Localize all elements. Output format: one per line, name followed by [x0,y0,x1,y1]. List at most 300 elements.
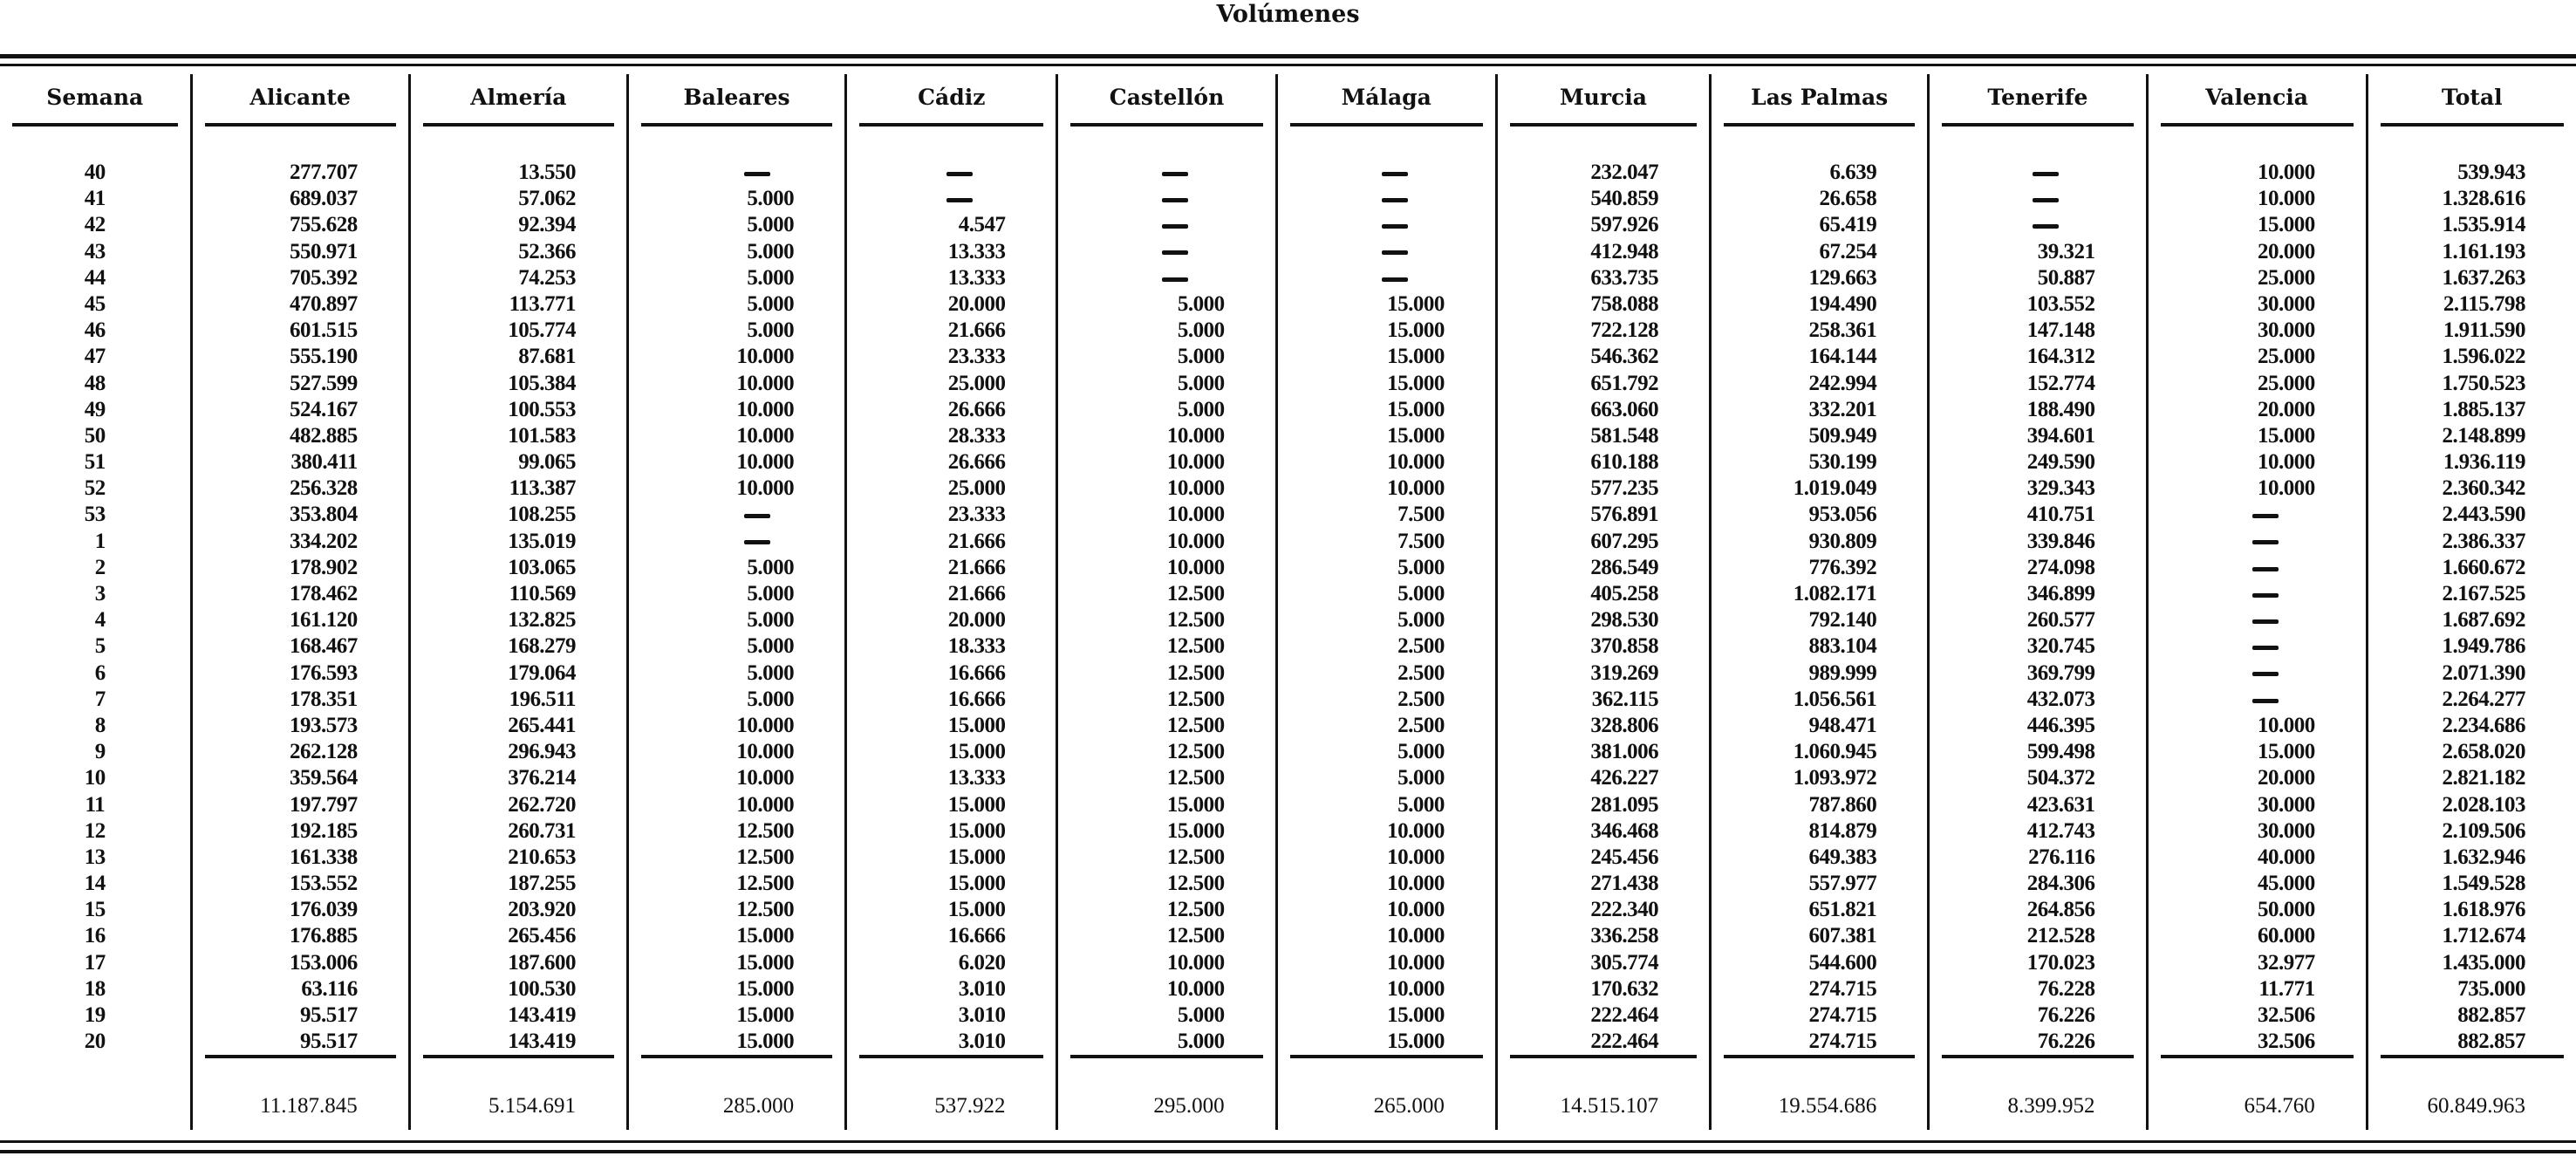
table-cell: 25.000 [947,476,1006,501]
table-cell: 2.234.686 [2442,713,2525,737]
table-cell: 353.804 [290,503,358,527]
table-cell: 147.148 [2026,318,2095,343]
table-cell [2149,555,2366,581]
column-cells [1058,160,1274,1055]
column-header: Semana [46,85,144,110]
table-cell: 10.000 [1387,898,1445,922]
table-cell: 13.333 [947,766,1006,790]
table-cell: 188.490 [2026,397,2095,421]
table-cell: 6.020 [958,950,1006,975]
table-cell: 5.000 [747,187,795,211]
table-cell: 3 [94,582,106,605]
table-cell: 210.653 [508,845,576,869]
table-cell: 649.383 [1808,845,1877,869]
table-cell: 51 [84,450,106,475]
total-rule [641,1055,832,1058]
dash-mark [1382,198,1408,202]
table-cell: 20.000 [2257,397,2315,421]
table-cell: 5.000 [1177,371,1225,395]
table-cell: 883.104 [1808,634,1877,659]
table-cell: 10.000 [736,766,795,790]
column-cells [629,160,844,1055]
table-cell: 179.064 [508,660,576,685]
table-cell: 153.006 [290,950,358,975]
column-header: Total [2442,85,2503,110]
table-cell: 10.000 [1387,950,1445,975]
column-header: Tenerife [1987,85,2088,110]
header-underline [1724,123,1915,127]
table-cell: 99.065 [518,450,576,475]
table-cell: 15.000 [947,872,1006,896]
table-cell: 1.019.049 [1793,476,1877,501]
top-double-rule-2 [0,64,2576,66]
table-cell: 305.774 [1590,950,1659,975]
table-cell: 30.000 [2257,318,2315,343]
table-cell: 264.856 [2026,898,2095,922]
total-rule [2381,1055,2564,1058]
dash-mark [1162,172,1188,176]
table-cell: 550.971 [290,239,358,263]
table-cell: 193.573 [290,713,358,737]
table-cell: 164.312 [2026,345,2095,369]
table-cell [2149,529,2366,555]
table-cell: 1.056.561 [1793,687,1877,711]
table-cell: 10.000 [2257,161,2315,184]
table-cell: 12.500 [736,818,795,843]
table-cell: 1.093.972 [1793,766,1877,790]
table-cell: 103.065 [508,555,576,579]
table-cell: 5.000 [747,582,795,605]
table-cell: 10.000 [736,476,795,501]
table-cell: 663.060 [1590,397,1659,421]
table-cell: 105.384 [508,371,576,395]
table-cell: 260.577 [2026,608,2095,633]
table-cell: 11 [85,792,106,817]
table-cell: 20.000 [947,608,1006,633]
table-cell: 610.188 [1590,450,1659,475]
table-cell: 187.600 [508,950,576,975]
table-cell: 1.660.672 [2442,555,2525,579]
table-cell: 482.885 [290,423,358,448]
table-cell: 30.000 [2257,291,2315,316]
table-cell: 45 [84,291,106,316]
column-tenerife [1927,74,2145,1130]
header-underline [423,123,614,127]
table-cell: 381.006 [1590,740,1659,764]
table-cell: 524.167 [290,397,358,421]
dash-mark [744,514,770,518]
header-underline [12,123,178,127]
table-cell: 5.000 [1397,792,1445,817]
table-cell: 446.395 [2026,713,2095,737]
dash-mark [744,172,770,176]
table-cell: 735.000 [2457,976,2525,1001]
table-cell: 530.199 [1808,450,1877,475]
column-header: Las Palmas [1751,85,1889,110]
table-cell: 26.666 [947,397,1006,421]
table-cell: 1.161.193 [2442,239,2525,263]
column-total: 285.000 [722,1094,795,1118]
table-cell: 470.897 [290,291,358,316]
dash-mark [2252,619,2279,624]
column-semana [0,74,190,1130]
bottom-double-rule-2 [0,1150,2576,1153]
column-castellon [1056,74,1274,1130]
table-cell: 76.228 [2037,976,2095,1001]
table-cell: 2.443.590 [2442,503,2525,527]
table-cell: 135.019 [508,529,576,553]
table-cell [1058,212,1274,238]
table-cell: 23.333 [947,345,1006,369]
table-cell: 930.809 [1808,529,1877,553]
table-cell: 12.500 [1166,608,1225,633]
column-total: 537.922 [934,1094,1006,1118]
table-cell: 755.628 [290,213,358,237]
column-valencia [2146,74,2366,1130]
column-malaga [1275,74,1495,1130]
table-cell: 953.056 [1808,503,1877,527]
total-rule [859,1055,1043,1058]
table-cell [1930,160,2145,186]
table-cell: 412.743 [2026,818,2095,843]
table-cell: 1.435.000 [2442,950,2525,975]
column-cells [2149,160,2366,1055]
column-cells [847,160,1056,1055]
table-cell: 15.000 [1387,423,1445,448]
table-cell [1278,186,1495,212]
table-cell: 26.666 [947,450,1006,475]
table-cell: 12.500 [1166,845,1225,869]
table-cell: 12.500 [736,872,795,896]
table-cell: 5.000 [1177,291,1225,316]
table-cell [2149,687,2366,713]
table-cell: 633.735 [1590,265,1659,290]
table-cell: 1.949.786 [2442,634,2525,659]
table-cell: 15.000 [1166,818,1225,843]
table-cell: 10.000 [736,450,795,475]
table-cell: 132.825 [508,608,576,633]
column-murcia [1495,74,1709,1130]
table-cell: 577.235 [1590,476,1659,501]
table-cell: 40 [84,161,106,184]
table-cell: 2.821.182 [2442,766,2525,790]
table-cell: 92.394 [518,213,576,237]
table-cell: 76.226 [2037,1030,2095,1054]
table-cell: 12.500 [1166,898,1225,922]
table-cell: 5.000 [747,213,795,237]
table-cell: 53 [84,503,106,527]
table-cell: 2.115.798 [2443,291,2525,316]
table-cell: 15.000 [2257,740,2315,764]
table-cell: 5.000 [1397,582,1445,605]
table-cell: 5.000 [1397,740,1445,764]
column-header: Málaga [1341,85,1431,110]
table-cell: 21.666 [947,529,1006,553]
table-cell: 362.115 [1591,687,1659,711]
header-underline [1942,123,2133,127]
table-cell: 1.687.692 [2442,608,2525,633]
table-cell: 249.590 [2026,450,2095,475]
table-cell: 178.351 [290,687,358,711]
table-cell: 13.333 [947,265,1006,290]
table-cell: 5.000 [1397,608,1445,633]
table-cell: 10.000 [1387,450,1445,475]
table-cell: 2.109.506 [2442,818,2525,843]
dash-mark [1382,250,1408,255]
column-total: 8.399.952 [2007,1094,2095,1118]
table-cell: 5.000 [1177,397,1225,421]
table-cell: 2.167.525 [2442,582,2525,605]
table-cell: 25.000 [2257,345,2315,369]
dash-mark [1162,224,1188,229]
table-cell: 57.062 [518,187,576,211]
table-cell: 1.328.616 [2442,187,2525,211]
column-total [2366,74,2576,1130]
table-cell: 989.999 [1808,660,1877,685]
dash-mark [1382,277,1408,282]
table-cell [1278,160,1495,186]
table-cell: 423.631 [2026,792,2095,817]
table-cell [1278,212,1495,238]
table-cell: 16.666 [947,924,1006,948]
table-cell: 555.190 [290,345,358,369]
table-cell [2149,660,2366,687]
table-cell: 544.600 [1808,950,1877,975]
table-cell: 277.707 [290,161,358,184]
table-cell: 15.000 [2257,423,2315,448]
table-cell: 47 [84,345,106,369]
column-cadiz [844,74,1056,1130]
table-cell: 3.010 [958,1003,1006,1027]
table-cell: 15.000 [1387,1003,1445,1027]
table-cell: 15.000 [1387,291,1445,316]
table-cell: 576.891 [1590,503,1659,527]
table-cell: 274.715 [1808,1030,1877,1054]
table-cell: 298.530 [1590,608,1659,633]
total-rule [423,1055,614,1058]
table-cell: 10.000 [2257,713,2315,737]
table-cell: 113.771 [509,291,576,316]
table-cell: 13 [84,845,106,869]
table-cell: 320.745 [2026,634,2095,659]
table-cell: 16 [84,924,106,948]
table-cell: 2.071.390 [2442,660,2525,685]
table-cell: 9 [94,740,106,764]
column-las-palmas [1709,74,1927,1130]
table-cell: 10.000 [736,792,795,817]
table-cell: 20.000 [2257,766,2315,790]
column-cells [1498,160,1709,1055]
table-cell: 1 [94,529,106,553]
table-cell [629,160,844,186]
column-total: 11.187.845 [260,1094,358,1118]
table-cell: 15.000 [947,818,1006,843]
table-cell: 1.549.528 [2442,872,2525,896]
column-header: Valencia [2205,85,2308,110]
table-cell: 178.462 [290,582,358,605]
table-cell: 5.000 [747,265,795,290]
table-cell: 13.333 [947,239,1006,263]
table-cell: 15.000 [736,976,795,1001]
table-cell: 262.720 [508,792,576,817]
table-cell: 1.712.674 [2442,924,2525,948]
table-cell: 101.583 [508,423,576,448]
table-cell: 10.000 [2257,450,2315,475]
table-cell: 100.553 [508,397,576,421]
column-cells [0,160,190,1055]
column-almeria [408,74,626,1130]
table-cell [1058,265,1274,291]
table-cell: 21.666 [947,582,1006,605]
table-cell: 15.000 [1387,371,1445,395]
table-cell [1930,186,2145,212]
table-cell: 6 [94,660,106,685]
table-cell: 176.885 [290,924,358,948]
table-cell [2149,502,2366,528]
table-cell [1058,160,1274,186]
header-underline [859,123,1043,127]
header-underline [2381,123,2564,127]
bottom-double-rule-1 [0,1140,2576,1143]
table-cell: 948.471 [1808,713,1877,737]
table-cell: 44 [84,265,106,290]
table-cell: 814.879 [1808,818,1877,843]
table-cell: 164.144 [1808,345,1877,369]
table-cell: 2.500 [1397,660,1445,685]
column-total: 295.000 [1153,1094,1225,1118]
table-cell: 10.000 [1387,476,1445,501]
table-cell: 17 [84,950,106,975]
table-cell: 170.023 [2026,950,2095,975]
table-cell: 2.500 [1397,634,1445,659]
table-cell: 6.639 [1829,161,1877,184]
dash-mark [2252,514,2279,518]
table-cell: 15.000 [947,740,1006,764]
column-total: 60.849.963 [2427,1094,2525,1118]
table-cell: 10 [84,766,106,790]
table-cell: 271.438 [1590,872,1659,896]
column-header: Castellón [1109,85,1225,110]
table-cell: 161.338 [290,845,358,869]
header-underline [1510,123,1697,127]
table-cell: 12.500 [1166,660,1225,685]
table-cell: 504.372 [2026,766,2095,790]
table-cell: 242.994 [1808,371,1877,395]
table-cell: 369.799 [2026,660,2095,685]
table-cell: 2.658.020 [2442,740,2525,764]
table-cell: 5 [94,634,106,659]
table-cell: 25.000 [2257,371,2315,395]
table-cell: 405.258 [1590,582,1659,605]
total-rule [205,1055,396,1058]
table-cell: 14 [84,872,106,896]
table-cell: 5.000 [747,291,795,316]
table-cell: 152.774 [2026,371,2095,395]
table-cell: 334.202 [290,529,358,553]
table-cell: 509.949 [1808,423,1877,448]
table-cell: 527.599 [290,371,358,395]
dash-mark [1162,198,1188,202]
table-cell: 143.419 [508,1003,576,1027]
table-cell [1278,265,1495,291]
table-cell: 168.279 [508,634,576,659]
table-cell: 50.887 [2037,265,2095,290]
table-cell: 10.000 [1166,950,1225,975]
column-header: Murcia [1559,85,1647,110]
table-cell: 410.751 [2026,503,2095,527]
table-cell: 12.500 [1166,687,1225,711]
table-cell: 651.792 [1590,371,1659,395]
table-cell: 40.000 [2257,845,2315,869]
table-cell: 5.000 [1177,318,1225,343]
column-total: 19.554.686 [1778,1094,1877,1118]
table-cell: 194.490 [1808,291,1877,316]
table-cell: 176.593 [290,660,358,685]
table-cell: 12.500 [1166,634,1225,659]
table-cell: 265.441 [508,713,576,737]
table-cell: 5.000 [747,687,795,711]
table-cell: 274.098 [2026,555,2095,579]
table-title: Volúmenes [1216,1,1360,28]
table-cell [1278,239,1495,265]
table-cell: 12.500 [1166,582,1225,605]
dash-mark [2033,198,2059,202]
table-cell: 15.000 [2257,213,2315,237]
table-cell: 281.095 [1590,792,1659,817]
table-cell [2149,633,2366,660]
table-cell: 60.000 [2257,924,2315,948]
column-total: 265.000 [1373,1094,1445,1118]
table-cell: 15.000 [947,792,1006,817]
total-rule [1070,1055,1262,1058]
table-cell: 10.000 [1166,503,1225,527]
table-cell: 329.343 [2026,476,2095,501]
column-header: Alicante [249,85,351,110]
table-cell: 1.750.523 [2442,371,2525,395]
dash-mark [2252,567,2279,571]
table-cell: 262.128 [290,740,358,764]
table-cell: 26.658 [1819,187,1877,211]
table-cell: 12.500 [1166,740,1225,764]
table-cell: 2.148.899 [2442,423,2525,448]
table-cell: 256.328 [290,476,358,501]
table-cell: 5.000 [747,608,795,633]
table-cell: 412.948 [1590,239,1659,263]
table-cell: 1.618.976 [2442,898,2525,922]
table-cell: 260.731 [508,818,576,843]
table-cell: 74.253 [518,265,576,290]
table-cell: 5.000 [747,239,795,263]
table-cell: 15 [84,898,106,922]
column-cells [2368,160,2576,1055]
table-cell: 10.000 [1387,818,1445,843]
table-cell [1930,212,2145,238]
table-cell: 10.000 [1387,845,1445,869]
table-cell: 10.000 [1166,450,1225,475]
table-cell: 52 [84,476,106,501]
table-cell: 776.392 [1808,555,1877,579]
table-cell: 43 [84,239,106,263]
dash-mark [1162,277,1188,282]
table-cell: 20.000 [2257,239,2315,263]
table-cell: 5.000 [747,555,795,579]
table-cell: 129.663 [1808,265,1877,290]
table-cell: 19 [84,1003,106,1027]
column-cells [193,160,408,1055]
table-cell: 212.528 [2026,924,2095,948]
column-header: Cádiz [918,85,986,110]
table-cell: 5.000 [1397,766,1445,790]
